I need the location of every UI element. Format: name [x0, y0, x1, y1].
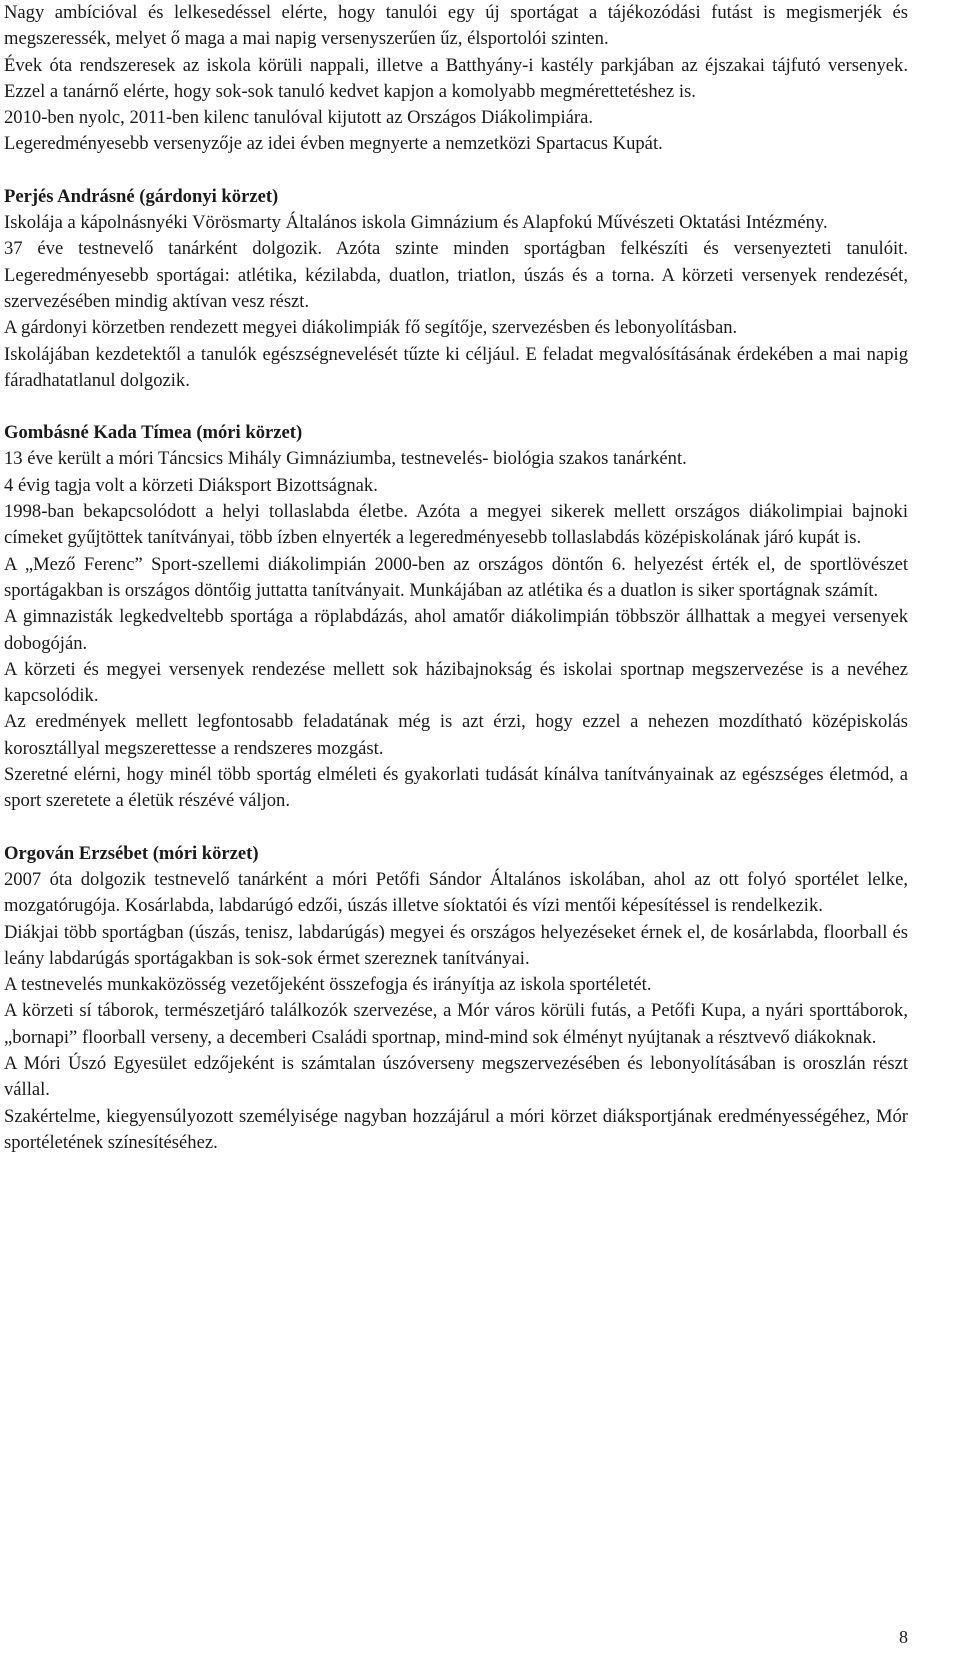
section-paragraph: A „Mező Ferenc” Sport-szellemi diákolimpián 2000-ben az országos döntőn 6. helyezést érték el, de sportlövészet sportágakban is országos döntőig juttatta tanítványait. Munkájában az atlétika és a duatlon is siker sportágnak számít. — [4, 553, 908, 601]
intro-paragraph: Legeredményesebb versenyzője az idei évben megnyerte a nemzetközi Spartacus Kupát. — [4, 133, 663, 155]
section-heading: Orgován Erzsébet (móri körzet) — [4, 842, 259, 864]
section-paragraph: 4 évig tagja volt a körzeti Diáksport Bizottságnak. — [4, 474, 378, 496]
section-paragraph: 37 éve testnevelő tanárként dolgozik. Azóta szinte minden sportágban felkészíti és versenyezteti tanulóit. Legeredményesebb sportágai: atlétika, kézilabda, duatlon, triatlon, úszás és a torna. A körzeti versenyek rendezését, szervezésében mindig aktívan vesz részt. — [4, 238, 908, 312]
intro-section — [4, 0, 908, 158]
document-page — [4, 0, 908, 1156]
intro-paragraph: Évek óta rendszeresek az iskola körüli nappali, illetve a Batthyány-i kastély parkjában az éjszakai tájfutó versenyek. Ezzel a tanárnő elérte, hogy sok-sok tanuló kedvet kapjon a komolyabb megmérettetéshez is. — [4, 54, 908, 102]
section-paragraph: 1998-ban bekapcsolódott a helyi tollaslabda életbe. Azóta a megyei sikerek mellett országos diákolimpiai bajnoki címeket gyűjtöttek tanítványai, több ízben elnyerték a legeredményesebb tollaslabdás középiskolának járó kupát is. — [4, 501, 908, 549]
section-perjes — [4, 184, 908, 394]
section-paragraph: Az eredmények mellett legfontosabb feladatának még is azt érzi, hogy ezzel a nehezen mozdítható középiskolás korosztállyal megszerettesse a rendszeres mozgást. — [4, 711, 908, 759]
section-paragraph: A Móri Úszó Egyesület edzőjeként is számtalan úszóverseny megszervezésében és lebonyolításában is oroszlán részt vállal. — [4, 1052, 908, 1101]
page-number: 8 — [899, 1627, 908, 1647]
section-paragraph: A gimnazisták legkedveltebb sportága a röplabdázás, ahol amatőr diákolimpián többször állhattak a megyei versenyek dobogóján. — [4, 606, 908, 654]
section-gombasne — [4, 420, 908, 814]
section-paragraph: A körzeti sí táborok, természetjáró találkozók szervezése, a Mór város körüli futás, a Petőfi Kupa, a nyári sporttáborok, „bornapi” floorball verseny, a decemberi Családi sportnap, mind-mind sok élményt nyújtanak a résztvevő diákoknak. — [4, 1000, 908, 1048]
section-paragraph: Iskolája a kápolnásnyéki Vörösmarty Általános iskola Gimnázium és Alapfokú Művészeti Oktatási Intézmény. — [4, 212, 828, 234]
section-paragraph: A testnevelés munkaközösség vezetőjeként összefogja és irányítja az iskola sportéletét. — [4, 974, 652, 996]
section-paragraph: Szakértelme, kiegyensúlyozott személyisége nagyban hozzájárul a móri körzet diáksportjának eredményességéhez, Mór sportéletének színesítéséhez. — [4, 1105, 908, 1153]
section-paragraph: Iskolájában kezdetektől a tanulók egészségnevelését tűzte ki céljául. E feladat megvalósításának érdekében a mai napig fáradhatatlanul dolgozik. — [4, 343, 908, 391]
intro-paragraph: Nagy ambícióval és lelkesedéssel elérte, hogy tanulói egy új sportágat a tájékozódási futást is megismerjék és megszeressék, melyet ő maga a mai napig versenyszerűen űz, élsportolói szinten. — [4, 2, 908, 50]
section-paragraph: Diákjai több sportágban (úszás, tenisz, labdarúgás) megyei és országos helyezéseket érnek el, de kosárlabda, floorball és leány labdarúgás sportágakban is sok-sok érmet szereznek tanítványai. — [4, 921, 908, 969]
section-orgovan — [4, 841, 908, 1157]
section-paragraph: 13 éve került a móri Táncsics Mihály Gimnáziumba, testnevelés- biológia szakos tanárként. — [4, 448, 687, 470]
intro-paragraph: 2010-ben nyolc, 2011-ben kilenc tanulóval kijutott az Országos Diákolimpiára. — [4, 107, 593, 129]
section-paragraph: 2007 óta dolgozik testnevelő tanárként a móri Petőfi Sándor Általános iskolában, ahol az ott folyó sportélet lelke, mozgatórugója. Kosárlabda, labdarúgó edzői, úszás illetve síoktatói és vízi mentői képesítéssel is rendelkezik. — [4, 868, 908, 917]
section-heading: Gombásné Kada Tímea (móri körzet) — [4, 422, 303, 444]
section-paragraph: A gárdonyi körzetben rendezett megyei diákolimpiák fő segítője, szervezésben és lebonyolításban. — [4, 317, 738, 339]
section-paragraph: Szeretné elérni, hogy minél több sportág elméleti és gyakorlati tudását kínálva tanítványainak az egészséges életmód, a sport szeretete a életük részévé váljon. — [4, 764, 908, 812]
section-paragraph: A körzeti és megyei versenyek rendezése mellett sok házibajnokság és iskolai sportnap megszervezése is a nevéhez kapcsolódik. — [4, 658, 908, 707]
section-heading: Perjés Andrásné (gárdonyi körzet) — [4, 185, 279, 207]
